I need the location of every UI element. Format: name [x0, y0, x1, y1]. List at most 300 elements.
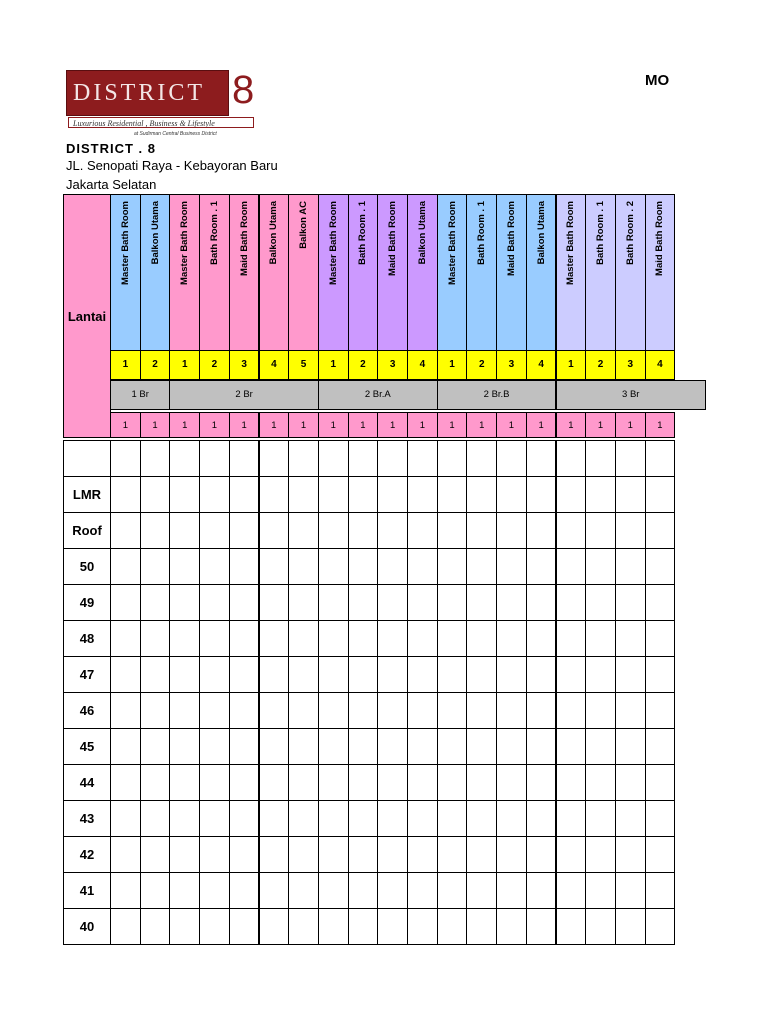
floor-cell[interactable] — [199, 800, 230, 837]
floor-cell[interactable] — [437, 908, 468, 945]
column-header-label: Maid Bath Room — [654, 201, 666, 276]
floor-cell[interactable] — [348, 800, 379, 837]
floor-cell[interactable] — [259, 836, 290, 873]
floor-cell[interactable] — [585, 728, 616, 765]
column-header-label: Balkon Utama — [268, 201, 280, 265]
floor-cell[interactable] — [496, 800, 527, 837]
floor-cell[interactable] — [140, 476, 171, 513]
floor-cell[interactable] — [288, 728, 319, 765]
floor-cell[interactable] — [466, 548, 497, 585]
floor-cell[interactable] — [288, 656, 319, 693]
floor-cell[interactable] — [556, 908, 587, 945]
floor-cell[interactable] — [229, 836, 260, 873]
floor-cell[interactable] — [199, 908, 230, 945]
floor-cell[interactable] — [407, 872, 438, 909]
floor-cell[interactable] — [526, 872, 557, 909]
floor-cell[interactable] — [199, 728, 230, 765]
floor-cell[interactable] — [585, 440, 616, 477]
floor-cell[interactable] — [199, 836, 230, 873]
floor-cell[interactable] — [526, 548, 557, 585]
floor-cell[interactable] — [110, 908, 141, 945]
floor-cell[interactable] — [615, 584, 646, 621]
floor-cell[interactable] — [348, 692, 379, 729]
floor-cell[interactable] — [259, 584, 290, 621]
floor-cell[interactable] — [288, 836, 319, 873]
floor-cell[interactable] — [140, 656, 171, 693]
floor-cell[interactable] — [169, 620, 200, 657]
unit-count: 1 — [377, 412, 408, 438]
floor-cell[interactable] — [110, 692, 141, 729]
floor-cell[interactable] — [169, 440, 200, 477]
floor-label: 45 — [63, 728, 111, 765]
column-header — [437, 194, 468, 351]
floor-cell[interactable] — [110, 440, 141, 477]
floor-cell[interactable] — [318, 656, 349, 693]
floor-cell[interactable] — [110, 728, 141, 765]
floor-cell[interactable] — [496, 620, 527, 657]
floor-cell[interactable] — [318, 584, 349, 621]
floor-cell[interactable] — [288, 440, 319, 477]
floor-cell[interactable] — [318, 728, 349, 765]
floor-cell[interactable] — [407, 620, 438, 657]
floor-cell[interactable] — [556, 764, 587, 801]
floor-cell[interactable] — [377, 620, 408, 657]
floor-cell[interactable] — [645, 800, 676, 837]
column-header-label: Balkon Utama — [149, 201, 161, 265]
floor-cell[interactable] — [645, 872, 676, 909]
floor-cell[interactable] — [169, 872, 200, 909]
floor-cell[interactable] — [556, 584, 587, 621]
floor-cell[interactable] — [140, 620, 171, 657]
floor-cell[interactable] — [110, 872, 141, 909]
floor-cell[interactable] — [615, 908, 646, 945]
logo-tagline: Luxurious Residential , Business & Lifestyle — [68, 117, 254, 128]
floor-cell[interactable] — [140, 548, 171, 585]
floor-cell[interactable] — [377, 440, 408, 477]
floor-cell[interactable] — [377, 656, 408, 693]
floor-cell[interactable] — [229, 476, 260, 513]
floor-cell[interactable] — [140, 836, 171, 873]
floor-cell[interactable] — [229, 908, 260, 945]
floor-cell[interactable] — [496, 656, 527, 693]
floor-cell[interactable] — [556, 548, 587, 585]
floor-cell[interactable] — [259, 764, 290, 801]
floor-cell[interactable] — [615, 548, 646, 585]
floor-cell[interactable] — [466, 584, 497, 621]
floor-cell[interactable] — [110, 656, 141, 693]
floor-cell[interactable] — [615, 620, 646, 657]
column-number: 3 — [229, 350, 260, 380]
floor-cell[interactable] — [110, 476, 141, 513]
floor-cell[interactable] — [585, 836, 616, 873]
floor-cell[interactable] — [169, 764, 200, 801]
floor-cell[interactable] — [140, 908, 171, 945]
floor-cell[interactable] — [169, 512, 200, 549]
floor-cell[interactable] — [140, 440, 171, 477]
floor-cell[interactable] — [585, 548, 616, 585]
floor-cell[interactable] — [556, 728, 587, 765]
floor-cell[interactable] — [556, 440, 587, 477]
floor-label: LMR — [63, 476, 111, 513]
floor-cell[interactable] — [288, 548, 319, 585]
floor-cell[interactable] — [288, 908, 319, 945]
column-number: 1 — [437, 350, 468, 380]
floor-cell[interactable] — [556, 476, 587, 513]
floor-cell[interactable] — [348, 764, 379, 801]
floor-cell[interactable] — [437, 548, 468, 585]
floor-cell[interactable] — [407, 548, 438, 585]
floor-cell[interactable] — [348, 728, 379, 765]
floor-cell[interactable] — [645, 908, 676, 945]
floor-cell[interactable] — [526, 656, 557, 693]
floor-cell[interactable] — [259, 656, 290, 693]
floor-cell[interactable] — [556, 872, 587, 909]
floor-cell[interactable] — [259, 512, 290, 549]
floor-cell[interactable] — [288, 476, 319, 513]
floor-cell[interactable] — [496, 476, 527, 513]
floor-cell[interactable] — [466, 692, 497, 729]
floor-cell[interactable] — [259, 872, 290, 909]
floor-cell[interactable] — [229, 584, 260, 621]
floor-cell[interactable] — [645, 836, 676, 873]
floor-cell[interactable] — [585, 476, 616, 513]
floor-cell[interactable] — [348, 656, 379, 693]
floor-cell[interactable] — [318, 800, 349, 837]
floor-cell[interactable] — [259, 692, 290, 729]
floor-cell[interactable] — [645, 656, 676, 693]
floor-cell[interactable] — [377, 548, 408, 585]
floor-cell[interactable] — [377, 800, 408, 837]
floor-cell[interactable] — [169, 548, 200, 585]
floor-cell[interactable] — [229, 512, 260, 549]
floor-cell[interactable] — [229, 764, 260, 801]
floor-cell[interactable] — [407, 908, 438, 945]
floor-cell[interactable] — [496, 692, 527, 729]
floor-cell[interactable] — [615, 800, 646, 837]
floor-cell[interactable] — [140, 512, 171, 549]
floor-cell[interactable] — [110, 548, 141, 585]
floor-cell[interactable] — [615, 836, 646, 873]
floor-cell[interactable] — [169, 692, 200, 729]
floor-cell[interactable] — [585, 656, 616, 693]
column-header — [585, 194, 616, 351]
floor-cell[interactable] — [615, 728, 646, 765]
address-line-2: Jakarta Selatan — [66, 177, 157, 192]
floor-cell[interactable] — [348, 836, 379, 873]
floor-cell[interactable] — [199, 620, 230, 657]
floor-cell[interactable] — [377, 584, 408, 621]
floor-cell[interactable] — [466, 872, 497, 909]
floor-cell[interactable] — [437, 476, 468, 513]
floor-cell[interactable] — [466, 728, 497, 765]
floor-cell[interactable] — [377, 476, 408, 513]
floor-cell[interactable] — [437, 656, 468, 693]
floor-cell[interactable] — [259, 548, 290, 585]
floor-cell[interactable] — [407, 728, 438, 765]
floor-cell[interactable] — [466, 656, 497, 693]
floor-cell[interactable] — [288, 872, 319, 909]
floor-cell[interactable] — [259, 728, 290, 765]
floor-cell[interactable] — [407, 512, 438, 549]
floor-cell[interactable] — [496, 908, 527, 945]
floor-cell[interactable] — [645, 764, 676, 801]
floor-cell[interactable] — [407, 656, 438, 693]
floor-cell[interactable] — [318, 476, 349, 513]
floor-cell[interactable] — [259, 476, 290, 513]
floor-cell[interactable] — [615, 872, 646, 909]
floor-cell[interactable] — [169, 908, 200, 945]
floor-cell[interactable] — [526, 728, 557, 765]
floor-cell[interactable] — [229, 692, 260, 729]
floor-cell[interactable] — [466, 476, 497, 513]
floor-cell[interactable] — [348, 476, 379, 513]
floor-cell[interactable] — [615, 764, 646, 801]
floor-label: 43 — [63, 800, 111, 837]
floor-cell[interactable] — [318, 512, 349, 549]
floor-cell[interactable] — [169, 476, 200, 513]
floor-cell[interactable] — [466, 836, 497, 873]
floor-cell[interactable] — [199, 512, 230, 549]
floor-cell[interactable] — [585, 620, 616, 657]
floor-cell[interactable] — [556, 656, 587, 693]
floor-cell[interactable] — [615, 656, 646, 693]
floor-cell[interactable] — [585, 512, 616, 549]
column-header — [466, 194, 497, 351]
floor-cell[interactable] — [169, 656, 200, 693]
floor-cell[interactable] — [437, 872, 468, 909]
floor-cell[interactable] — [585, 764, 616, 801]
floor-cell[interactable] — [407, 476, 438, 513]
floor-cell[interactable] — [407, 836, 438, 873]
unit-type-header: 3 Br — [556, 380, 707, 410]
floor-cell[interactable] — [377, 872, 408, 909]
floor-cell[interactable] — [348, 872, 379, 909]
floor-label: 50 — [63, 548, 111, 585]
floor-cell[interactable] — [437, 512, 468, 549]
logo-subline: at Sudirman Central Business District — [134, 131, 217, 137]
floor-cell[interactable] — [259, 440, 290, 477]
floor-cell[interactable] — [140, 728, 171, 765]
floor-cell[interactable] — [466, 764, 497, 801]
floor-cell[interactable] — [437, 692, 468, 729]
column-header-label: Master Bath Room — [179, 201, 191, 285]
floor-cell[interactable] — [140, 800, 171, 837]
floor-cell[interactable] — [496, 440, 527, 477]
floor-cell[interactable] — [526, 908, 557, 945]
floor-cell[interactable] — [407, 800, 438, 837]
floor-cell[interactable] — [437, 764, 468, 801]
floor-cell[interactable] — [318, 692, 349, 729]
floor-label: 42 — [63, 836, 111, 873]
floor-cell[interactable] — [496, 764, 527, 801]
column-number: 4 — [526, 350, 557, 380]
floor-cell[interactable] — [466, 512, 497, 549]
floor-cell[interactable] — [466, 908, 497, 945]
floor-cell[interactable] — [526, 584, 557, 621]
floor-cell[interactable] — [496, 548, 527, 585]
floor-cell[interactable] — [259, 908, 290, 945]
logo-box — [66, 70, 229, 116]
floor-cell[interactable] — [556, 512, 587, 549]
floor-cell[interactable] — [526, 440, 557, 477]
floor-cell[interactable] — [437, 800, 468, 837]
floor-cell[interactable] — [466, 620, 497, 657]
floor-cell[interactable] — [645, 548, 676, 585]
floor-cell[interactable] — [229, 800, 260, 837]
floor-cell[interactable] — [169, 836, 200, 873]
floor-cell[interactable] — [556, 836, 587, 873]
floor-cell[interactable] — [377, 836, 408, 873]
floor-cell[interactable] — [229, 440, 260, 477]
floor-cell[interactable] — [526, 476, 557, 513]
floor-cell[interactable] — [318, 764, 349, 801]
floor-cell[interactable] — [229, 656, 260, 693]
floor-cell[interactable] — [496, 584, 527, 621]
floor-cell[interactable] — [318, 620, 349, 657]
floor-cell[interactable] — [585, 800, 616, 837]
unit-count: 1 — [526, 412, 557, 438]
floor-cell[interactable] — [110, 512, 141, 549]
floor-cell[interactable] — [288, 620, 319, 657]
floor-cell[interactable] — [556, 692, 587, 729]
floor-cell[interactable] — [318, 872, 349, 909]
floor-cell[interactable] — [377, 764, 408, 801]
floor-cell[interactable] — [140, 872, 171, 909]
floor-cell[interactable] — [407, 584, 438, 621]
floor-cell[interactable] — [169, 800, 200, 837]
floor-cell[interactable] — [318, 836, 349, 873]
floor-cell[interactable] — [288, 800, 319, 837]
column-number: 3 — [496, 350, 527, 380]
column-header-label: Bath Room . 1 — [208, 201, 220, 265]
floor-cell[interactable] — [288, 512, 319, 549]
floor-cell[interactable] — [348, 908, 379, 945]
floor-cell[interactable] — [229, 872, 260, 909]
floor-cell[interactable] — [615, 692, 646, 729]
floor-label: 48 — [63, 620, 111, 657]
floor-cell[interactable] — [645, 692, 676, 729]
floor-cell[interactable] — [407, 764, 438, 801]
floor-cell[interactable] — [348, 512, 379, 549]
floor-cell[interactable] — [437, 836, 468, 873]
floor-cell[interactable] — [585, 908, 616, 945]
floor-cell[interactable] — [318, 548, 349, 585]
floor-cell[interactable] — [288, 584, 319, 621]
floor-cell[interactable] — [377, 728, 408, 765]
floor-cell[interactable] — [526, 512, 557, 549]
floor-cell[interactable] — [645, 620, 676, 657]
floor-cell[interactable] — [288, 692, 319, 729]
floor-cell[interactable] — [288, 764, 319, 801]
floor-cell[interactable] — [199, 764, 230, 801]
floor-cell[interactable] — [348, 548, 379, 585]
floor-cell[interactable] — [585, 584, 616, 621]
floor-cell[interactable] — [318, 908, 349, 945]
floor-cell[interactable] — [466, 440, 497, 477]
floor-cell[interactable] — [526, 764, 557, 801]
column-number: 2 — [348, 350, 379, 380]
floor-cell[interactable] — [407, 692, 438, 729]
floor-cell[interactable] — [199, 692, 230, 729]
floor-cell[interactable] — [556, 800, 587, 837]
floor-cell[interactable] — [140, 692, 171, 729]
column-header — [645, 194, 676, 351]
floor-cell[interactable] — [199, 548, 230, 585]
floor-cell[interactable] — [110, 836, 141, 873]
floor-cell[interactable] — [199, 872, 230, 909]
floor-cell[interactable] — [466, 800, 497, 837]
floor-cell[interactable] — [437, 584, 468, 621]
floor-cell[interactable] — [259, 620, 290, 657]
floor-cell[interactable] — [645, 440, 676, 477]
floor-cell[interactable] — [377, 908, 408, 945]
floor-cell[interactable] — [318, 440, 349, 477]
floor-cell[interactable] — [199, 656, 230, 693]
floor-cell[interactable] — [526, 692, 557, 729]
column-header-label: Bath Room . 2 — [624, 201, 636, 265]
floor-cell[interactable] — [437, 440, 468, 477]
floor-cell[interactable] — [140, 584, 171, 621]
floor-cell[interactable] — [348, 440, 379, 477]
floor-cell[interactable] — [169, 728, 200, 765]
floor-cell[interactable] — [199, 584, 230, 621]
floor-cell[interactable] — [110, 764, 141, 801]
column-header-label: Balkon Utama — [416, 201, 428, 265]
floor-cell[interactable] — [348, 620, 379, 657]
floor-cell[interactable] — [229, 548, 260, 585]
floor-cell[interactable] — [615, 512, 646, 549]
floor-cell[interactable] — [169, 584, 200, 621]
floor-cell[interactable] — [199, 476, 230, 513]
floor-cell[interactable] — [496, 728, 527, 765]
floor-cell[interactable] — [615, 440, 646, 477]
floor-cell[interactable] — [110, 584, 141, 621]
floor-cell[interactable] — [437, 620, 468, 657]
floor-cell[interactable] — [407, 440, 438, 477]
floor-cell[interactable] — [229, 728, 260, 765]
unit-count: 1 — [229, 412, 260, 438]
floor-cell[interactable] — [496, 872, 527, 909]
floor-cell[interactable] — [526, 620, 557, 657]
floor-cell[interactable] — [496, 836, 527, 873]
floor-cell[interactable] — [645, 584, 676, 621]
floor-cell[interactable] — [348, 584, 379, 621]
floor-cell[interactable] — [110, 620, 141, 657]
floor-cell[interactable] — [526, 800, 557, 837]
floor-cell[interactable] — [585, 872, 616, 909]
unit-count: 1 — [259, 412, 290, 438]
floor-cell[interactable] — [140, 764, 171, 801]
floor-cell[interactable] — [585, 692, 616, 729]
column-header-label: Bath Room . 1 — [476, 201, 488, 265]
floor-cell[interactable] — [229, 620, 260, 657]
floor-cell[interactable] — [645, 476, 676, 513]
floor-cell[interactable] — [377, 512, 408, 549]
floor-cell[interactable] — [110, 800, 141, 837]
floor-cell[interactable] — [526, 836, 557, 873]
floor-cell[interactable] — [259, 800, 290, 837]
floor-cell[interactable] — [437, 728, 468, 765]
floor-cell[interactable] — [615, 476, 646, 513]
floor-cell[interactable] — [377, 692, 408, 729]
unit-count: 1 — [169, 412, 200, 438]
column-number: 2 — [466, 350, 497, 380]
floor-cell[interactable] — [645, 512, 676, 549]
floor-cell[interactable] — [556, 620, 587, 657]
floor-cell[interactable] — [199, 440, 230, 477]
floor-cell[interactable] — [645, 728, 676, 765]
floor-cell[interactable] — [496, 512, 527, 549]
